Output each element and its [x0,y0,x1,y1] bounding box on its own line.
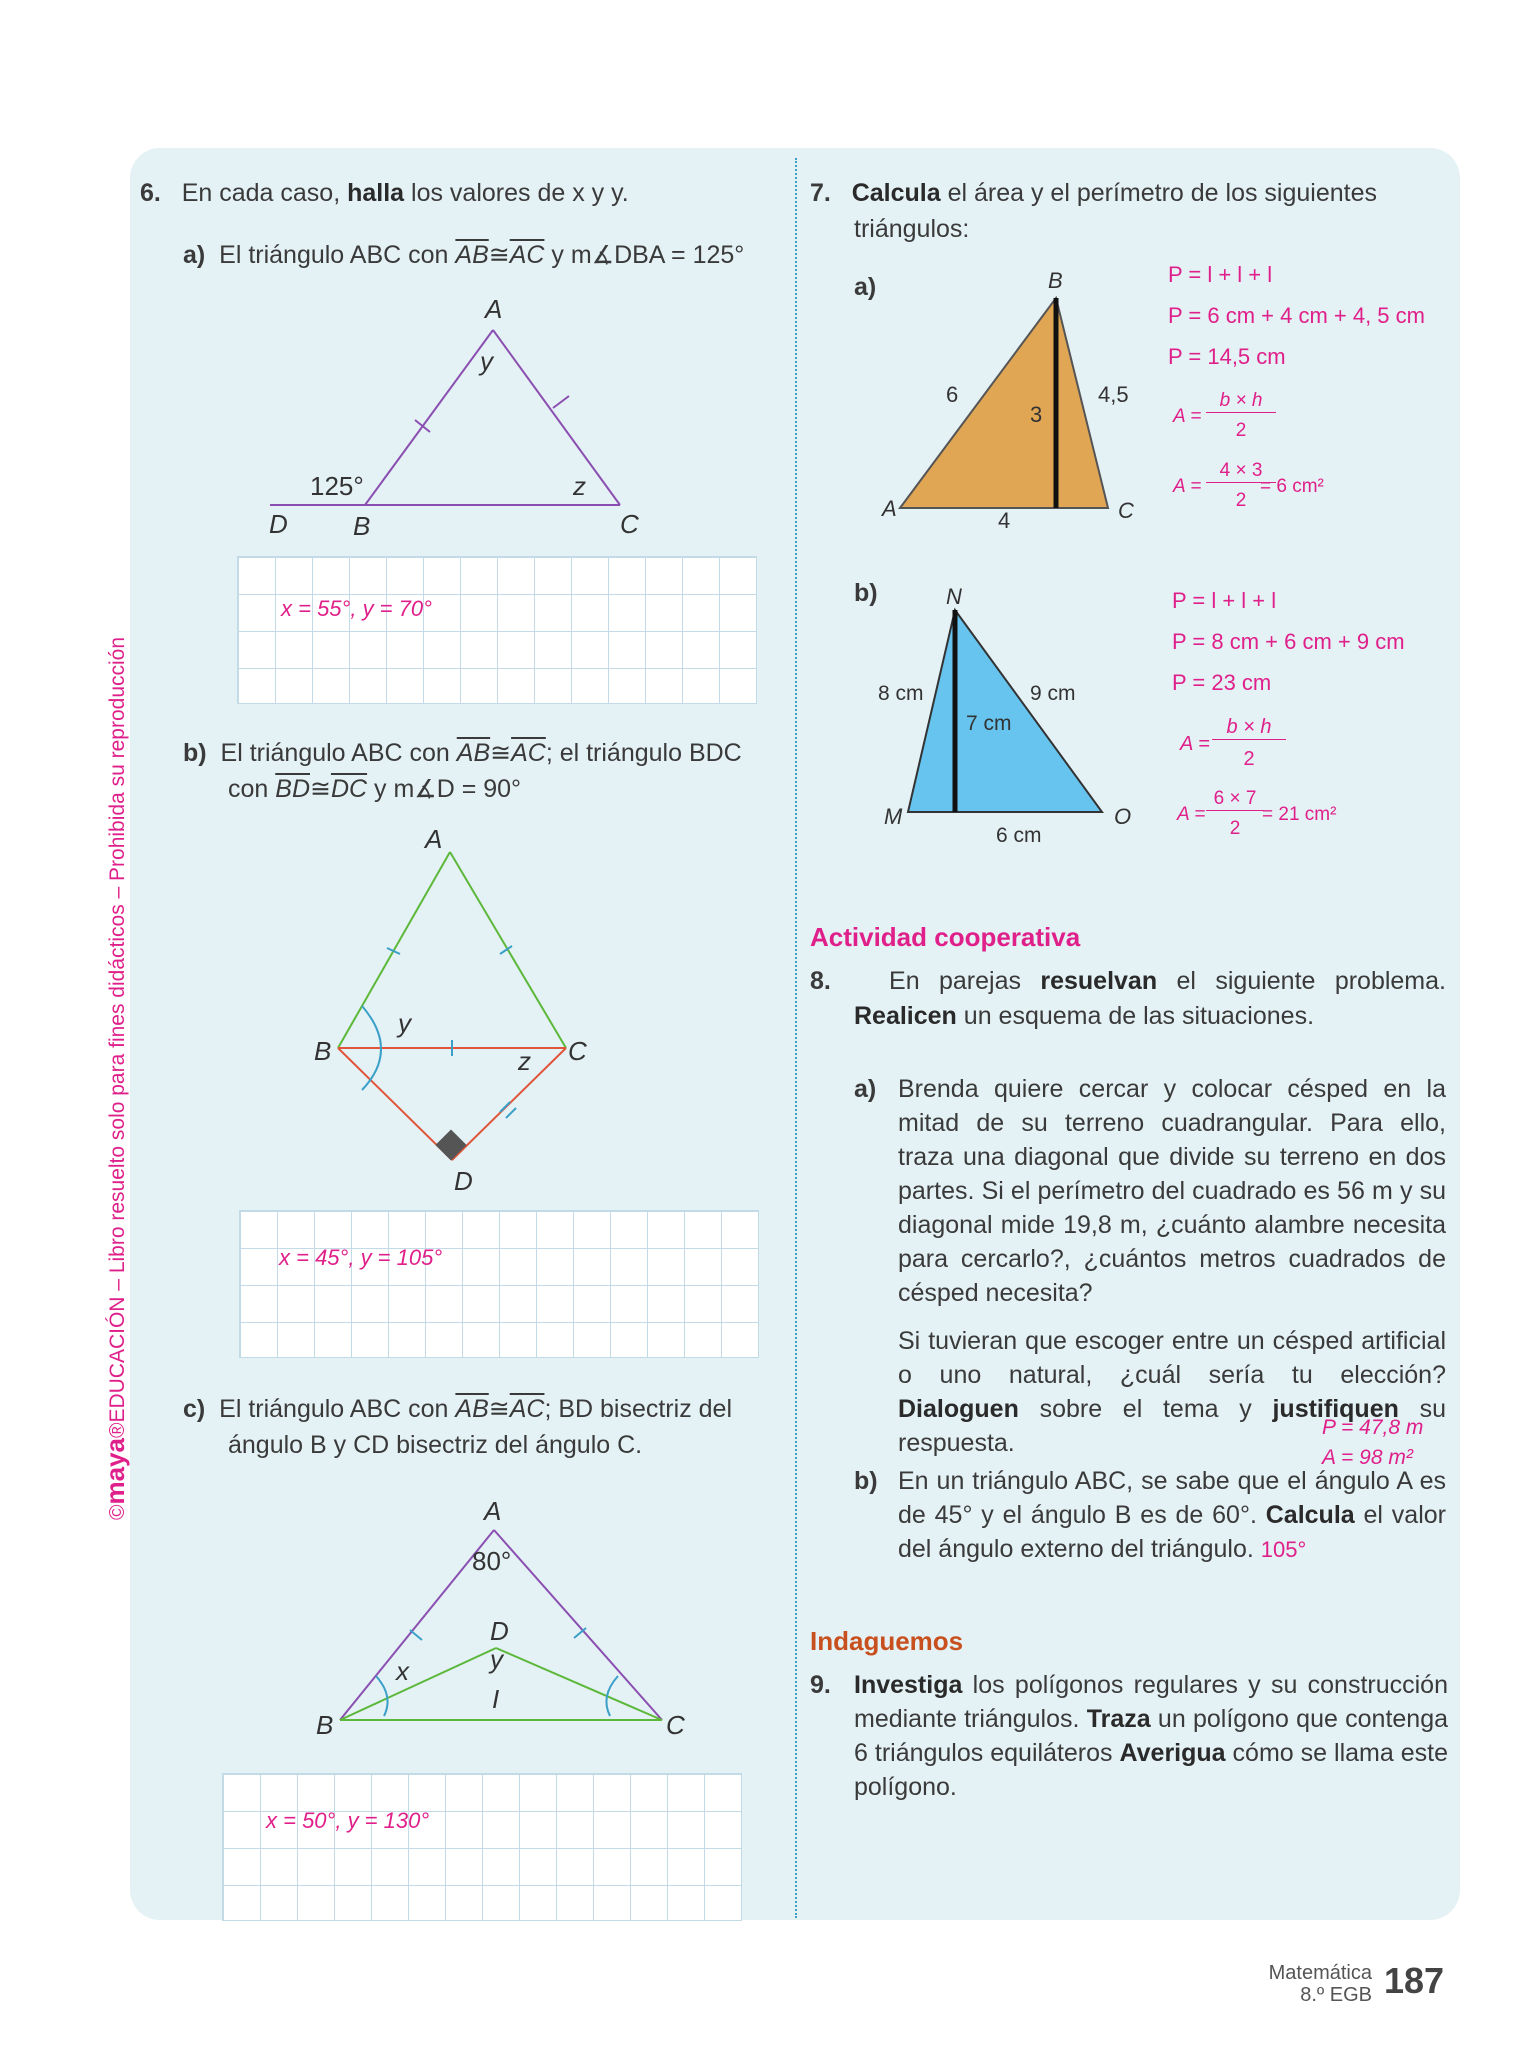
ex9-text2: un polígono que contenga 6 triángulos equiláteros [854,1705,1448,1767]
coop-heading: Actividad cooperativa [810,922,1081,952]
ex8b-text [898,1464,1446,1567]
ex8a-answer-area: A = 98 m² [1322,1446,1413,1469]
label-B: B [316,1710,334,1740]
ex8-statement-line2 [854,999,1454,1033]
ex6b-statement [183,736,783,770]
copyright-side-note [100,637,131,1520]
side-BD [338,1048,452,1160]
ex6b-cong: ≅ [490,739,512,767]
label-x: x [396,1656,409,1686]
ex6c-answer: x = 50°, y = 130° [266,1808,430,1833]
side-AB [340,1530,494,1720]
label-I: I [492,1684,500,1714]
label-z: z [518,1046,531,1076]
ex9-verb2: Traza [1086,1705,1151,1733]
ex7a-a1-num: b × h [1206,390,1276,413]
ex7a-a2-num: 4 × 3 [1206,460,1276,483]
ex7a-p1: P = l + l + l [1168,262,1273,287]
ex8a-p2-mid: sobre el tema y [1039,1395,1252,1423]
ex7-number: 7. [810,179,831,207]
ex6b-seg2: $\overline{AC}$ [511,739,546,767]
ex6b-label: b) [183,739,207,767]
label-side-8: 8 cm [878,682,924,705]
label-N: N [946,584,962,609]
page-number: 187 [1384,1960,1445,2001]
ex8a-text: Brenda quiere cercar y colocar césped en la mitad de su terreno cuadrangular. Para ello, traza una diagonal que divide su terreno en dos partes. Si el perímetro del cuadrado es 56 m y su diagonal mide 19,8 m, ¿cuánto alambre necesita para cercarlo?, ¿cuántos metros cuadrados de césped necesita? [898,1075,1446,1307]
label-y: y [480,346,493,376]
side-AB [365,330,493,505]
footer-subject: Matemática [1268,1962,1372,1984]
ex8b-verb: Calcula [1265,1501,1355,1529]
ex7b-a2-res: = 21 cm² [1262,804,1337,825]
ex6c-text-post: ; BD bisectriz del [544,1395,732,1423]
label-z: z [573,471,586,501]
ex8a-answer-perimeter: P = 47,8 m [1322,1416,1424,1439]
triangle-ABC [900,298,1108,508]
ex6a-figure [255,290,675,550]
ex6c-text-pre: El triángulo ABC con [219,1395,449,1423]
label-M: M [884,804,903,829]
ex7a-a1-left: A = [1173,406,1202,427]
label-C: C [620,509,639,539]
label-B: B [1048,268,1063,293]
label-height-7: 7 cm [966,712,1012,735]
ex9-verb1: Investiga [854,1671,963,1699]
tick-DC-2 [506,1108,516,1118]
tick-AB [410,1630,422,1640]
ex7a-a2-den: 2 [1235,490,1247,511]
ex8a-verb2: justifiquen [1272,1395,1399,1423]
label-A: A [882,496,897,521]
ex6a-statement [183,238,783,272]
label-C: C [666,1710,685,1740]
ex7-verb: Calcula [851,179,941,207]
ex8-verb2: Realicen [854,1002,957,1030]
ex8-verb1: resuelvan [1040,967,1158,995]
ex9-number: 9. [810,1671,831,1699]
label-angle: 125° [310,471,364,501]
ex7a-a2-left: A = [1173,476,1202,497]
ex7-statement [810,176,1450,210]
ex8b-answer: 105° [1260,1537,1307,1562]
label-A: A [485,294,503,324]
ex8-post: un esquema de las situaciones. [963,1002,1315,1030]
label-height-3: 3 [1030,402,1043,427]
ex6c-seg1: $\overline{AB}$ [455,1395,489,1423]
copyright-symbol: © [106,1504,129,1520]
ex6-statement [140,176,760,210]
ex6b-cong2: ≅ [310,775,331,803]
triangle-MNO [908,610,1102,812]
label-O: O [1114,804,1132,829]
footer-subject-block [1200,1962,1372,2006]
ex7b-p1: P = l + l + l [1172,588,1277,613]
label-D: D [269,509,288,539]
ex7b-label: b) [854,579,878,607]
bisector-BD [340,1648,496,1720]
ex8-statement [810,964,1446,998]
label-A: A [425,824,443,854]
label-C: C [568,1036,587,1066]
ex6c-statement-line2: ángulo B y CD bisectriz del ángulo C. [228,1431,643,1459]
label-base-4: 4 [998,508,1011,533]
ex7a-figure [870,262,1160,537]
side-AC [450,852,566,1048]
ex7-statement-line2: triángulos: [854,215,970,243]
label-A: A [484,1496,502,1526]
column-divider [795,158,797,1918]
ex7b-a2-den: 2 [1229,818,1241,839]
ex6b-seg4: $\overline{DC}$ [330,775,368,803]
ex8-number: 8. [810,967,831,995]
ex8-pre: En parejas [889,967,1021,995]
ex7-rest: el área y el perímetro de los siguientes [947,179,1377,207]
ex6a-answer: x = 55°, y = 70° [281,596,432,621]
ex8b-label: b) [854,1467,878,1495]
ex8a-verb1: Dialoguen [898,1395,1019,1423]
ex6b-line2-post: y m∡D = 90° [374,775,522,803]
ex6b-answer: x = 45°, y = 105° [279,1245,443,1270]
label-base-6: 6 cm [996,824,1042,845]
footer-grade: 8.º EGB [1300,1984,1372,2006]
label-D: D [454,1166,473,1196]
ex7a-a2-res: = 6 cm² [1260,476,1324,497]
ex8a-p2-post: su respuesta. [898,1395,1446,1457]
label-B: B [353,511,371,541]
ex6b-statement-line2 [228,772,788,806]
ex7b-figure [870,580,1150,845]
ex9-verb3: Averigua [1119,1739,1226,1767]
ex6a-text-post: y m∡DBA = 125° [551,241,745,269]
ex8-mid: el siguiente problema. [1176,967,1446,995]
indaguemos-heading: Indaguemos [810,1626,964,1656]
ex7a-p3: P = 14,5 cm [1168,344,1286,369]
ex6c-answer-grid [222,1773,742,1921]
ex6b-text-pre: El triángulo ABC con [220,739,450,767]
ex6c-seg2: $\overline{AC}$ [509,1395,545,1423]
bisector-CD [496,1648,662,1720]
tick-AC [553,396,569,408]
ex9-text1: los polígonos regulares y su construcción mediante triángulos. [854,1671,1448,1733]
ex6a-answer-grid [237,556,757,704]
ex6c-statement [183,1392,783,1426]
ex8a-label: a) [854,1075,877,1103]
ex8b-text-pre: En un triángulo ABC, se sabe que el ángulo A es de 45° y el ángulo B es de 60°. [898,1467,1446,1529]
label-y: y [490,1644,503,1674]
label-side-9: 9 cm [1030,682,1076,705]
ex7b-p2: P = 8 cm + 6 cm + 9 cm [1172,629,1405,654]
label-C: C [1118,498,1134,523]
label-y: y [398,1008,411,1038]
ex6c-figure [300,1490,700,1750]
ex7a-p2: P = 6 cm + 4 cm + 4, 5 cm [1168,303,1425,328]
label-D: D [490,1616,509,1646]
side-AC [494,1530,662,1720]
copyright-text: ®EDUCACIÓN – Libro resuelto solo para fines didácticos – Prohibida su reproducción [106,636,129,1439]
ex6b-line2-pre: con [228,775,269,803]
ex6-verb: halla [347,179,405,207]
ex6a-text-pre: El triángulo ABC con [219,241,449,269]
ex7b-p3: P = 23 cm [1172,670,1272,695]
ex6-rest: los valores de x y y. [411,179,629,207]
ex6a-seg1: $\overline{AB}$ [455,241,489,269]
ex6a-seg2: $\overline{AC}$ [509,241,545,269]
side-AB [338,852,450,1048]
ex8a-p2-pre: Si tuvieran que escoger entre un césped artificial o uno natural, ¿cuál sería tu elección? [898,1327,1446,1389]
ex6a-label: a) [183,241,206,269]
tick-AB [415,420,430,432]
ex6b-seg3: $\overline{BD}$ [275,775,310,803]
ex7a-a1-den: 2 [1235,420,1247,441]
ex7a-label: a) [854,273,877,301]
ex6b-answer-grid [239,1210,759,1358]
ex6b-figure [300,820,630,1200]
right-angle-mark [435,1129,466,1160]
angle-arc-B [376,1676,388,1716]
ex7b-a1-den: 2 [1243,748,1255,770]
label-side-45: 4,5 [1098,382,1129,407]
ex8b-text-post: el valor del ángulo externo del triángulo. [898,1501,1446,1563]
ex6-number: 6. [140,179,161,207]
ex9-text3: cómo se llama este polígono. [854,1739,1448,1801]
ex6a-cong: ≅ [488,241,510,269]
tick-DC-1 [500,1102,510,1112]
label-B: B [314,1036,332,1066]
label-angle: 80° [472,1546,512,1576]
brand-logo-text: maya [100,1438,130,1505]
ex6c-cong: ≅ [488,1395,510,1423]
ex7b-a1-num: b × h [1212,716,1286,740]
side-AC [493,330,620,505]
ex6b-text-mid: ; el triángulo BDC [545,739,742,767]
label-side-6: 6 [946,382,959,407]
ex7b-a2-num: 6 × 7 [1206,788,1264,811]
ex7b-a2-left: A = [1177,804,1206,825]
ex9-text [854,1668,1448,1804]
ex7b-a1-left: A = [1180,733,1210,755]
ex6c-label: c) [183,1395,206,1423]
ex6b-seg1: $\overline{AB}$ [456,739,491,767]
ex6-intro: En cada caso, [181,179,341,207]
